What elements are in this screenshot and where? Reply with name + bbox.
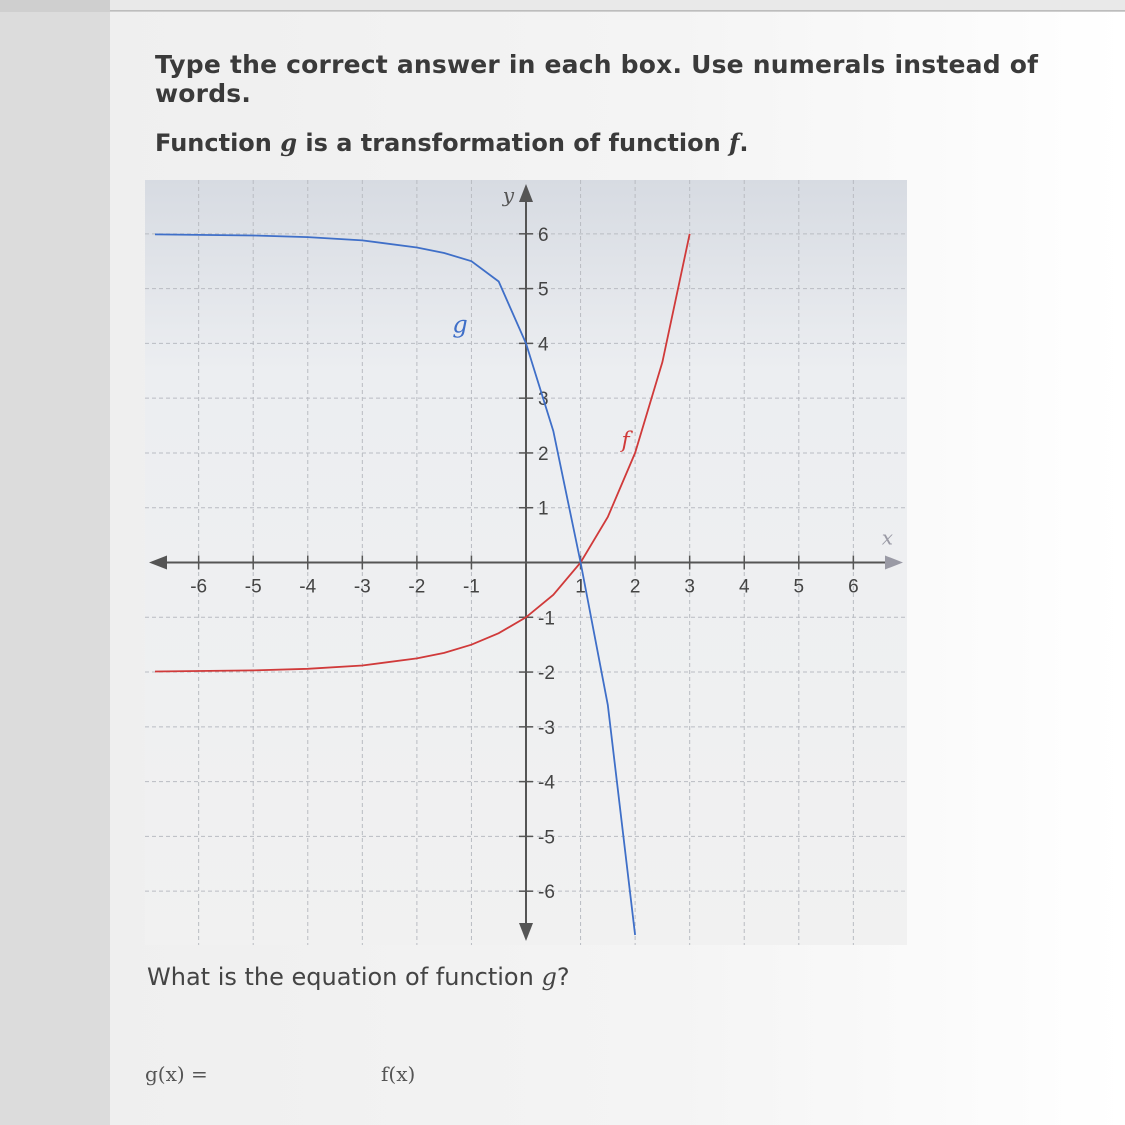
top-strip bbox=[0, 0, 1125, 12]
question-var-g: g bbox=[541, 963, 557, 991]
series-g-label: g bbox=[452, 310, 468, 339]
x-tick-label: 3 bbox=[684, 576, 695, 598]
x-tick-label: 1 bbox=[575, 576, 586, 598]
prompt-middle: is a transformation of function bbox=[297, 129, 730, 157]
x-tick-label: 5 bbox=[793, 576, 805, 598]
question-prefix: What is the equation of function bbox=[147, 963, 542, 991]
window-tab bbox=[110, 0, 1125, 11]
question-text bbox=[147, 963, 570, 991]
answer-row bbox=[145, 1058, 545, 1098]
series-f-label: f bbox=[621, 428, 630, 454]
f-of-x-label: f(x) bbox=[381, 1062, 416, 1086]
prompt-prefix: Function bbox=[155, 129, 281, 157]
y-axis-label: y bbox=[502, 183, 514, 207]
answer-input[interactable] bbox=[235, 1058, 379, 1096]
x-tick-label: -4 bbox=[299, 576, 317, 598]
prompt-suffix: . bbox=[739, 129, 749, 157]
x-axis-label: x bbox=[881, 525, 893, 550]
prompt-var-f: f bbox=[729, 128, 740, 157]
x-tick-label: -1 bbox=[462, 576, 480, 598]
x-tick-label: 6 bbox=[848, 576, 859, 598]
y-tick-label: 6 bbox=[538, 224, 549, 246]
function-graph bbox=[145, 180, 907, 945]
y-tick-label: 3 bbox=[538, 389, 549, 411]
y-tick-label: -2 bbox=[538, 663, 555, 685]
question-suffix: ? bbox=[556, 963, 570, 991]
y-tick-label: 5 bbox=[538, 279, 549, 301]
y-tick-label: -3 bbox=[538, 717, 555, 739]
x-tick-label: -2 bbox=[408, 576, 426, 598]
y-tick-label: 4 bbox=[538, 334, 549, 356]
instructions-text: Type the correct answer in each box. Use numerals instead of words. bbox=[155, 50, 1039, 108]
y-tick-label: -6 bbox=[538, 882, 555, 904]
x-tick-label: 4 bbox=[738, 576, 750, 598]
y-tick-label: -5 bbox=[538, 827, 555, 849]
x-tick-label: 2 bbox=[629, 576, 641, 598]
x-tick-label: -6 bbox=[190, 576, 208, 598]
y-tick-label: 2 bbox=[538, 443, 549, 465]
x-tick-label: -3 bbox=[353, 576, 371, 598]
y-tick-label: 1 bbox=[538, 498, 549, 520]
prompt-var-g: g bbox=[280, 128, 298, 157]
prompt-text bbox=[155, 128, 748, 157]
x-tick-label: -5 bbox=[244, 576, 262, 598]
y-tick-label: -1 bbox=[538, 608, 555, 630]
g-of-x-label: g(x) = bbox=[145, 1062, 208, 1086]
y-tick-label: -4 bbox=[538, 772, 555, 794]
